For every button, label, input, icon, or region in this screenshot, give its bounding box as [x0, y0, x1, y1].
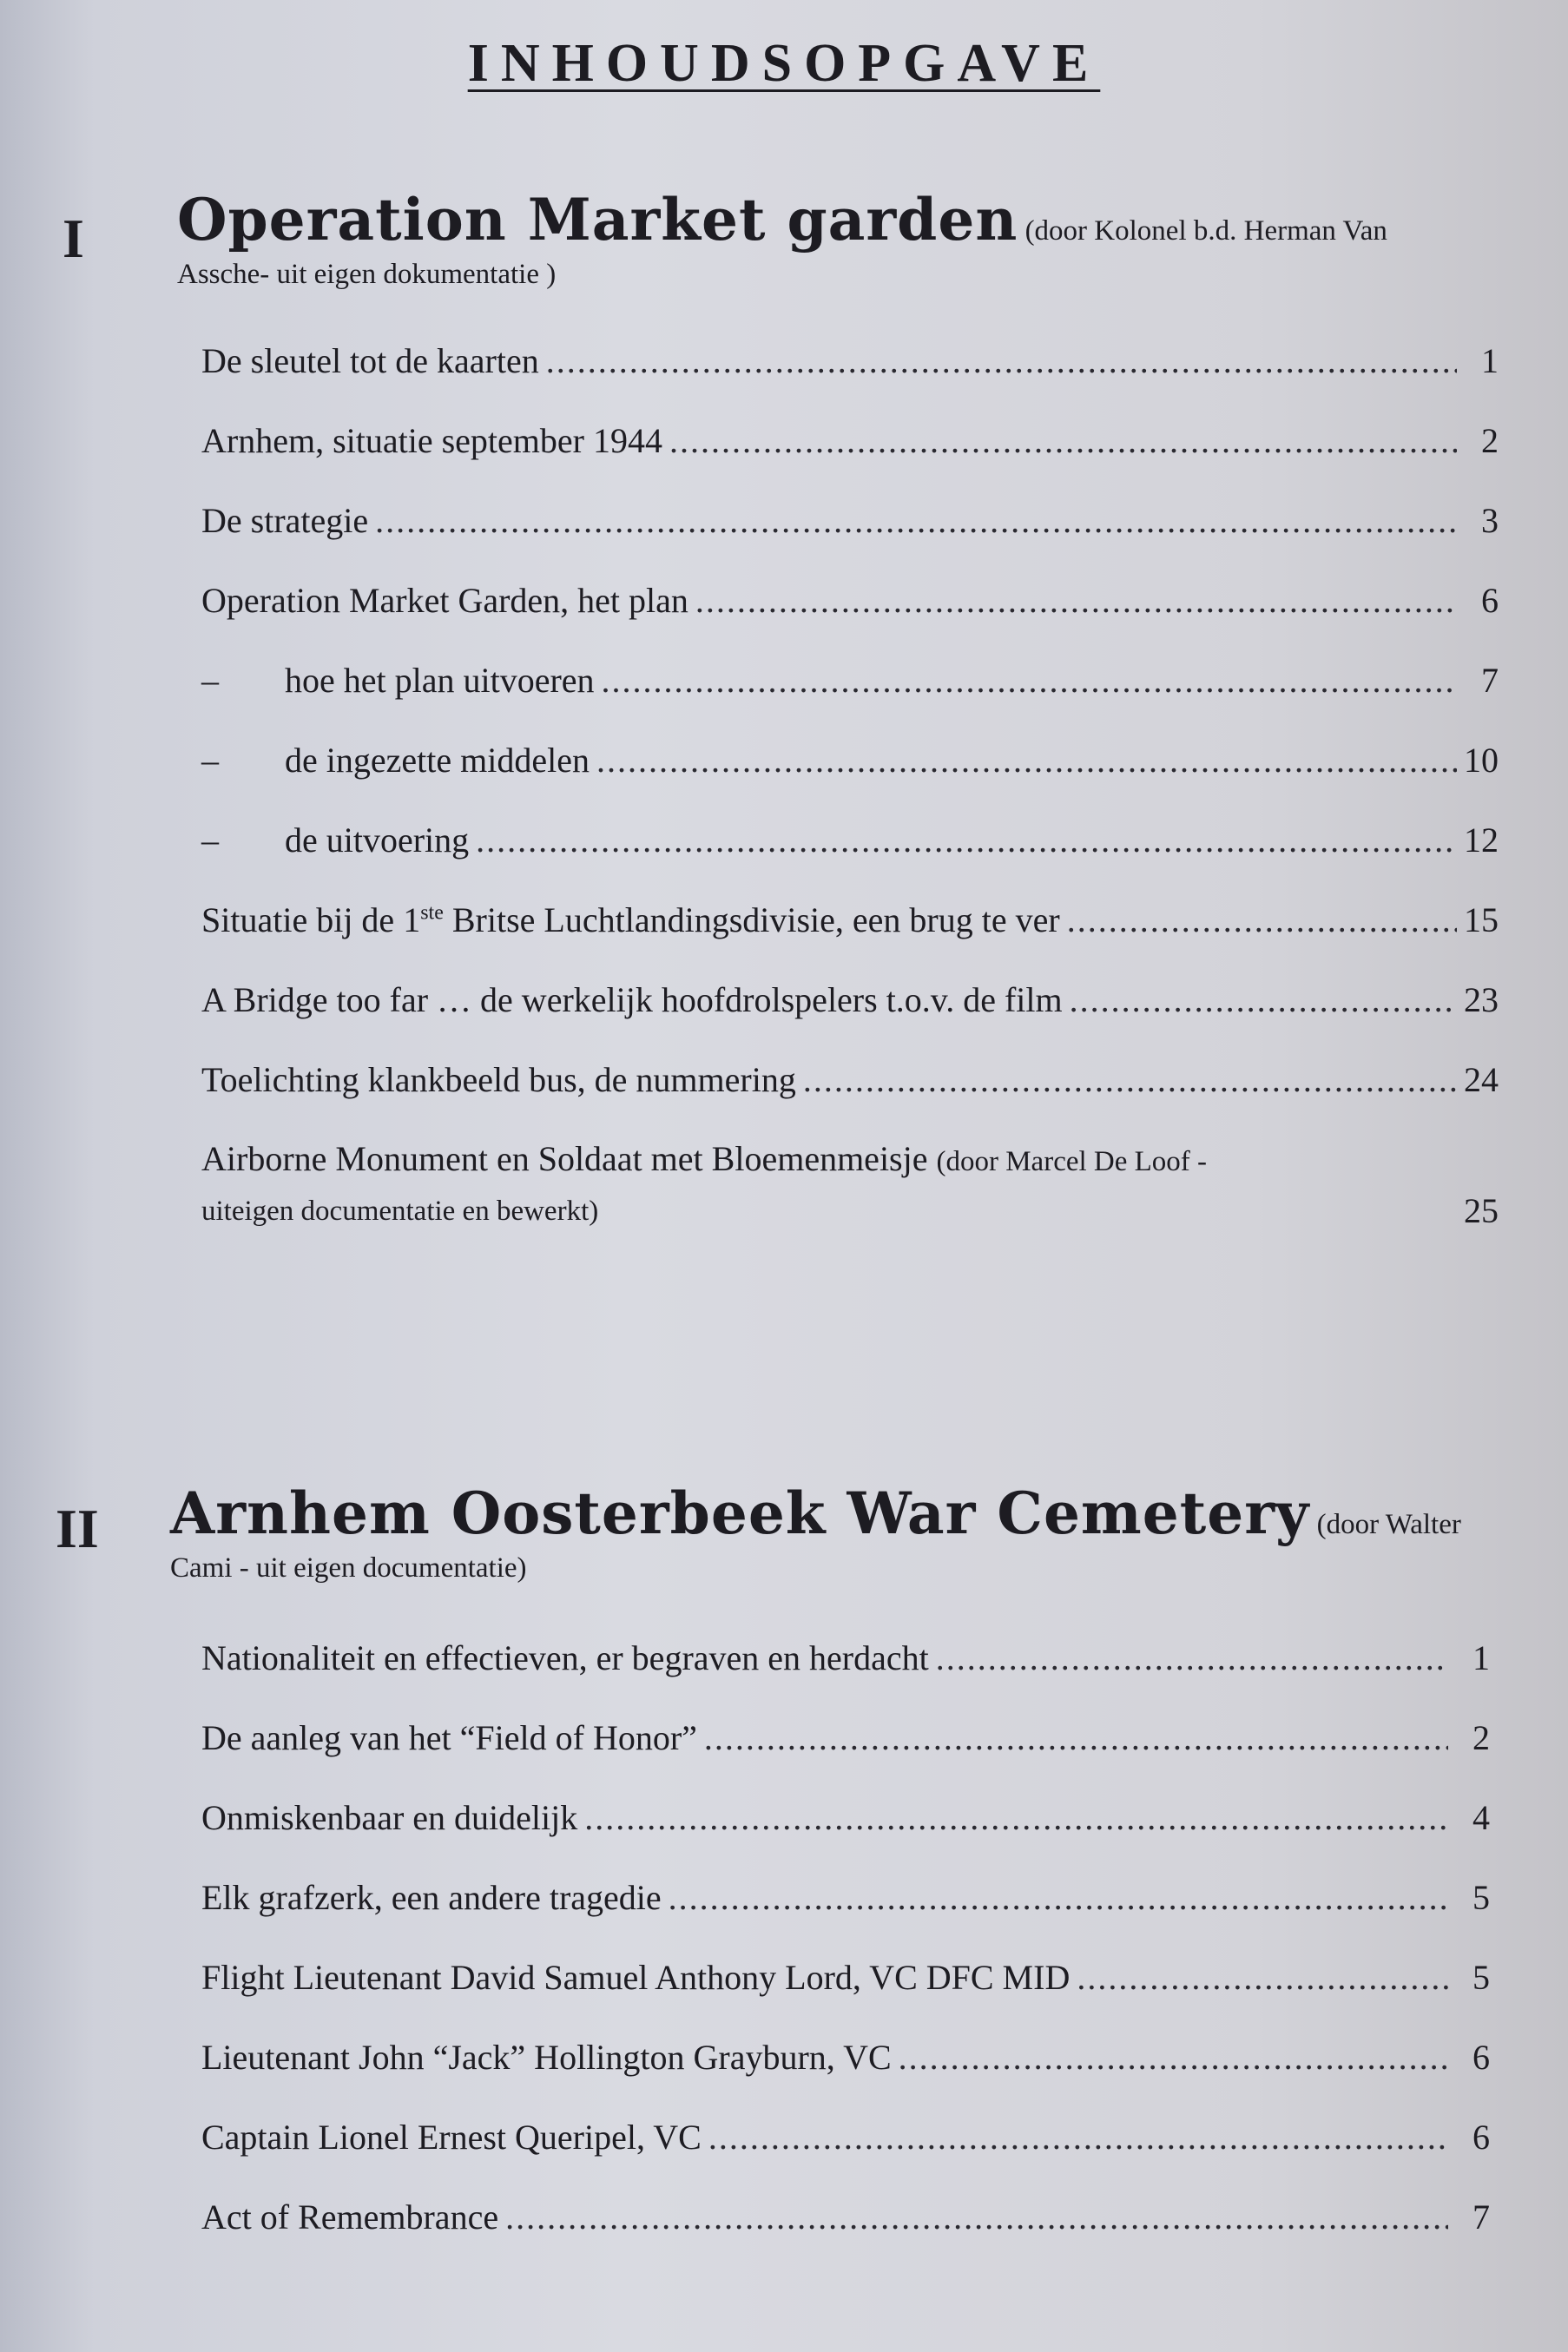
entry-label: De strategie	[201, 501, 369, 540]
dot-leader	[669, 401, 1457, 481]
entry-page-number: 25	[1464, 1191, 1499, 1230]
toc-entry[interactable]	[201, 401, 1499, 481]
toc-entry[interactable]	[201, 321, 1499, 401]
toc-list	[201, 321, 1499, 1235]
entry-page-number: 23	[1464, 980, 1499, 1019]
entry-label: Lieutenant John “Jack” Hollington Grayburn, VC	[201, 2038, 892, 2077]
entry-page-number: 2	[1472, 1718, 1490, 1757]
entry-note-cont: uiteigen documentatie en bewerkt)	[201, 1196, 599, 1227]
toc-subentry[interactable]	[201, 641, 1499, 721]
entry-page-number: 12	[1464, 820, 1499, 860]
entry-label	[201, 880, 1060, 960]
dot-leader	[505, 2177, 1448, 2257]
entry-page-number: 1	[1481, 341, 1499, 380]
entry-page-number: 7	[1472, 2197, 1490, 2237]
entry-page-number: 1	[1472, 1638, 1490, 1677]
entry-label-part: Britse Luchtlandingsdivisie, een brug te ver	[443, 900, 1060, 939]
ordinal-suffix: ste	[420, 901, 444, 925]
dot-leader	[1067, 880, 1457, 960]
entry-label: de ingezette middelen	[285, 741, 590, 780]
toc-entry[interactable]	[201, 1698, 1490, 1778]
toc-subentry[interactable]	[201, 800, 1499, 880]
dot-leader	[708, 2098, 1448, 2177]
entry-label: Operation Market Garden, het plan	[201, 581, 688, 620]
toc-entry[interactable]	[201, 1858, 1490, 1938]
dash-bullet: –	[201, 661, 219, 700]
toc-entry[interactable]	[201, 960, 1499, 1040]
entry-label: Captain Lionel Ernest Queripel, VC	[201, 2118, 702, 2157]
toc-list	[201, 1618, 1490, 2257]
dot-leader	[602, 641, 1457, 721]
dot-leader	[803, 1040, 1457, 1120]
entry-page-number: 3	[1481, 501, 1499, 540]
toc-entry[interactable]	[201, 561, 1499, 641]
entry-label: Act of Remembrance	[201, 2197, 499, 2237]
dot-leader	[936, 1618, 1448, 1698]
entry-label: De sleutel tot de kaarten	[201, 341, 539, 380]
dot-leader	[375, 481, 1457, 561]
toc-entry[interactable]	[201, 1938, 1490, 2018]
dot-leader	[1077, 1938, 1448, 2018]
section-title: Arnhem Oosterbeek War Cemetery	[170, 1479, 1310, 1547]
entry-label: De aanleg van het “Field of Honor”	[201, 1718, 697, 1757]
section-byline: (door Walter	[1316, 1509, 1461, 1540]
entry-label: Onmiskenbaar en duidelijk	[201, 1798, 578, 1837]
section-numeral: I	[63, 208, 84, 269]
dot-leader	[1070, 960, 1457, 1040]
toc-entry[interactable]	[201, 481, 1499, 561]
entry-page-number: 5	[1472, 1878, 1490, 1917]
dot-leader	[695, 561, 1457, 641]
toc-entry[interactable]	[201, 2098, 1490, 2177]
dot-leader	[899, 2018, 1448, 2098]
dot-leader	[704, 1698, 1448, 1778]
entry-page-number: 4	[1472, 1798, 1490, 1837]
toc-entry[interactable]	[201, 2018, 1490, 2098]
entry-label: Nationaliteit en effectieven, er begraven en herdacht	[201, 1638, 929, 1677]
dot-leader	[669, 1858, 1448, 1938]
toc-entry[interactable]	[201, 1618, 1490, 1698]
entry-page-number: 6	[1472, 2118, 1490, 2157]
dot-leader	[546, 321, 1457, 401]
entry-page-number: 15	[1464, 900, 1499, 939]
entry-label: Flight Lieutenant David Samuel Anthony Lord, VC DFC MID	[201, 1958, 1071, 1997]
entry-label: Arnhem, situatie september 1944	[201, 421, 662, 460]
section-heading	[177, 186, 1477, 296]
dot-leader	[596, 721, 1457, 800]
dash-bullet: –	[201, 741, 219, 780]
section-heading	[170, 1479, 1477, 1590]
dot-leader	[476, 800, 1457, 880]
entry-label: A Bridge too far … de werkelijk hoofdrolspelers t.o.v. de film	[201, 980, 1063, 1019]
page-title: INHOUDSOPGAVE	[467, 34, 1101, 93]
entry-note: (door Marcel De Loof -	[936, 1146, 1208, 1177]
toc-entry[interactable]	[201, 2177, 1490, 2257]
entry-page-number: 24	[1464, 1060, 1499, 1099]
entry-page-number: 5	[1472, 1958, 1490, 1997]
dot-leader	[584, 1778, 1448, 1858]
section-title: Operation Market garden	[177, 186, 1018, 254]
entry-label: Toelichting klankbeeld bus, de nummering	[201, 1060, 796, 1099]
toc-entry[interactable]	[201, 1120, 1499, 1235]
section-byline-cont: Assche- uit eigen dokumentatie )	[177, 259, 557, 290]
entry-page-number: 10	[1464, 741, 1499, 780]
section-numeral: II	[56, 1498, 99, 1559]
toc-subentry[interactable]	[201, 721, 1499, 800]
entry-label: de uitvoering	[285, 820, 470, 860]
section-byline: (door Kolonel b.d. Herman Van	[1024, 215, 1387, 247]
entry-page-number: 2	[1481, 421, 1499, 460]
dash-bullet: –	[201, 820, 219, 860]
entry-page-number: 7	[1481, 661, 1499, 700]
entry-label: Elk grafzerk, een andere tragedie	[201, 1878, 662, 1917]
entry-label-part: Situatie bij de 1	[201, 900, 421, 939]
toc-entry[interactable]	[201, 1778, 1490, 1858]
entry-page-number: 6	[1472, 2038, 1490, 2077]
toc-entry[interactable]	[201, 880, 1499, 960]
entry-label: Airborne Monument en Soldaat met Bloemenmeisje	[201, 1139, 928, 1178]
toc-entry[interactable]	[201, 1040, 1499, 1120]
entry-page-number: 6	[1481, 581, 1499, 620]
section-byline-cont: Cami - uit eigen documentatie)	[170, 1552, 527, 1584]
entry-label: hoe het plan uitvoeren	[285, 661, 595, 700]
